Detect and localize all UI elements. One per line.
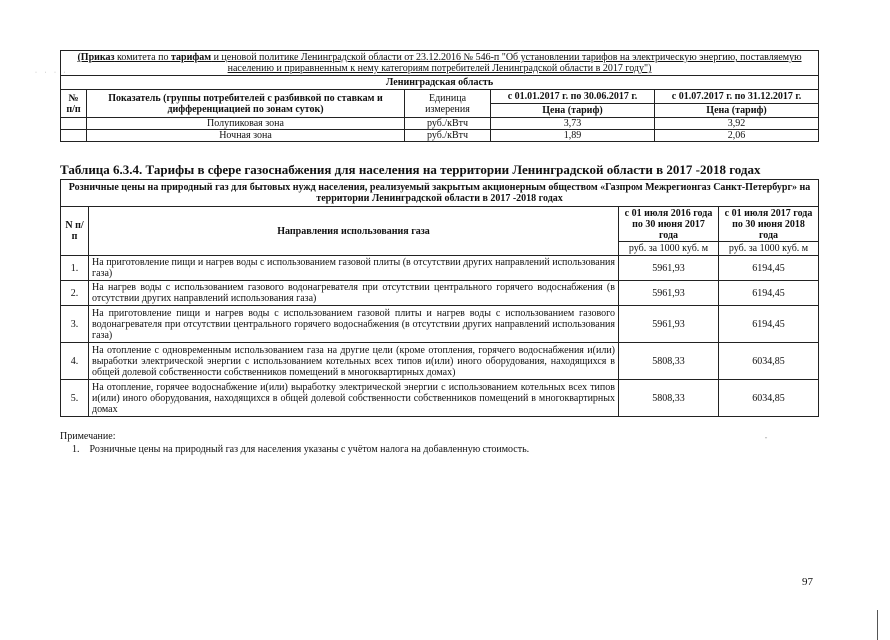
order-keyword: тарифам: [170, 52, 212, 63]
unit-cell: руб./кВтч: [405, 118, 491, 130]
col-header-period1: с 01 июля 2016 года по 30 июня 2017 года: [619, 207, 719, 242]
col-header-price1: Цена (тариф): [491, 104, 655, 118]
unit-cell: руб./кВтч: [405, 130, 491, 142]
price-cell: 5961,93: [619, 281, 719, 306]
table-caption: Розничные цены на природный газ для бытовых нужд населения, реализуемый закрытым акционерным обществом «Газпром Межрегионгаз Санкт-Петербург» на территории Ленинградской области в 2017 -2018 годах: [61, 180, 819, 207]
col-header-num: № п/п: [61, 90, 87, 118]
price-cell: 5961,93: [619, 306, 719, 343]
price-cell: 5808,33: [619, 343, 719, 380]
region-heading: Ленинградская область: [61, 76, 819, 90]
col-header-price2: Цена (тариф): [655, 104, 819, 118]
zone-name: Ночная зона: [87, 130, 405, 142]
notes-heading: Примечание:: [60, 431, 116, 442]
scan-artifact: ": [765, 437, 768, 443]
table-row: [61, 130, 819, 142]
section-title: Таблица 6.3.4. Тарифы в сфере газоснабжения для населения на территории Ленинградской области в 2017 -2018 годах: [60, 162, 761, 177]
table-row: [61, 281, 819, 306]
table-row: [61, 118, 819, 130]
price-cell: 2,06: [655, 130, 819, 142]
col-header-direction: Направления использования газа: [89, 207, 619, 256]
row-num: 2.: [61, 281, 89, 306]
order-reference: [61, 51, 819, 76]
row-description: На отопление, горячее водоснабжение и(или) выработку электрической энергии с использованием котельных всех типов и(или) иного оборудования, находящихся в общей долевой собственности собственников помещений в многоквартирных домах: [89, 380, 619, 417]
col-header-period2: с 01 июля 2017 года по 30 июня 2018 года: [719, 207, 819, 242]
col-header-period1: с 01.01.2017 г. по 30.06.2017 г.: [491, 90, 655, 104]
price-cell: 6194,45: [719, 256, 819, 281]
price-cell: 6194,45: [719, 306, 819, 343]
gas-tariff-table: [60, 179, 819, 417]
unit-header: руб. за 1000 куб. м: [719, 242, 819, 256]
price-cell: 6194,45: [719, 281, 819, 306]
row-num: 4.: [61, 343, 89, 380]
order-text-line2: населению и приравненным к нему категориям потребителей Ленинградской области в 2017 году"): [227, 63, 652, 74]
row-num: [61, 118, 87, 130]
row-description: На приготовление пищи и нагрев воды с использованием газовой плиты и нагрев воды с использованием газового водонагревателя при отсутствии центрального горячего водоснабжения (в отсутствии других направлений использования газа): [89, 306, 619, 343]
row-num: 3.: [61, 306, 89, 343]
row-num: [61, 130, 87, 142]
row-description: На отопление с одновременным использованием газа на другие цели (кроме отопления, горячего водоснабжения и(или) выработки электрической энергии с использованием котельных всех типов и(или) иного оборудования, находящихся в общей долевой собственности собственников помещений в многоквартирных домах): [89, 343, 619, 380]
table-row: [61, 380, 819, 417]
price-cell: 1,89: [491, 130, 655, 142]
col-header-period2: с 01.07.2017 г. по 31.12.2017 г.: [655, 90, 819, 104]
row-num: 1.: [61, 256, 89, 281]
price-cell: 5961,93: [619, 256, 719, 281]
price-cell: 6034,85: [719, 380, 819, 417]
note-number: 1.: [72, 444, 80, 455]
order-text: комитета по: [114, 52, 171, 63]
row-description: На приготовление пищи и нагрев воды с использованием газовой плиты (в отсутствии других направлений использования газа): [89, 256, 619, 281]
note-item: [60, 443, 529, 456]
table-row: [61, 306, 819, 343]
order-word: (Приказ: [77, 52, 115, 63]
col-header-unit: Единица измерения: [405, 90, 491, 118]
electricity-tariff-table: [60, 50, 819, 142]
notes: [60, 430, 529, 456]
zone-name: Полупиковая зона: [87, 118, 405, 130]
col-header-num: N п/п: [61, 207, 89, 256]
order-text: и ценовой политике Ленинградской области от 23.12.2016 № 546-п "Об установлении тарифов на электрическую энергию, поставляемую: [211, 52, 802, 63]
price-cell: 3,73: [491, 118, 655, 130]
unit-header: руб. за 1000 куб. м: [619, 242, 719, 256]
row-description: На нагрев воды с использованием газового водонагревателя при отсутствии центрального горячего водоснабжения (в отсутствии других направлений использования газа): [89, 281, 619, 306]
note-text: Розничные цены на природный газ для населения указаны с учётом налога на добавленную стоимость.: [89, 444, 530, 455]
table-row: [61, 256, 819, 281]
col-header-indicator: Показатель (группы потребителей с разбивкой по ставкам и дифференциацией по зонам суток): [87, 90, 405, 118]
page-number: 97: [802, 576, 813, 588]
page-edge-line: [877, 610, 878, 640]
table-row: [61, 343, 819, 380]
row-num: 5.: [61, 380, 89, 417]
scan-artifact: · · · ·: [35, 70, 69, 76]
price-cell: 6034,85: [719, 343, 819, 380]
price-cell: 3,92: [655, 118, 819, 130]
price-cell: 5808,33: [619, 380, 719, 417]
